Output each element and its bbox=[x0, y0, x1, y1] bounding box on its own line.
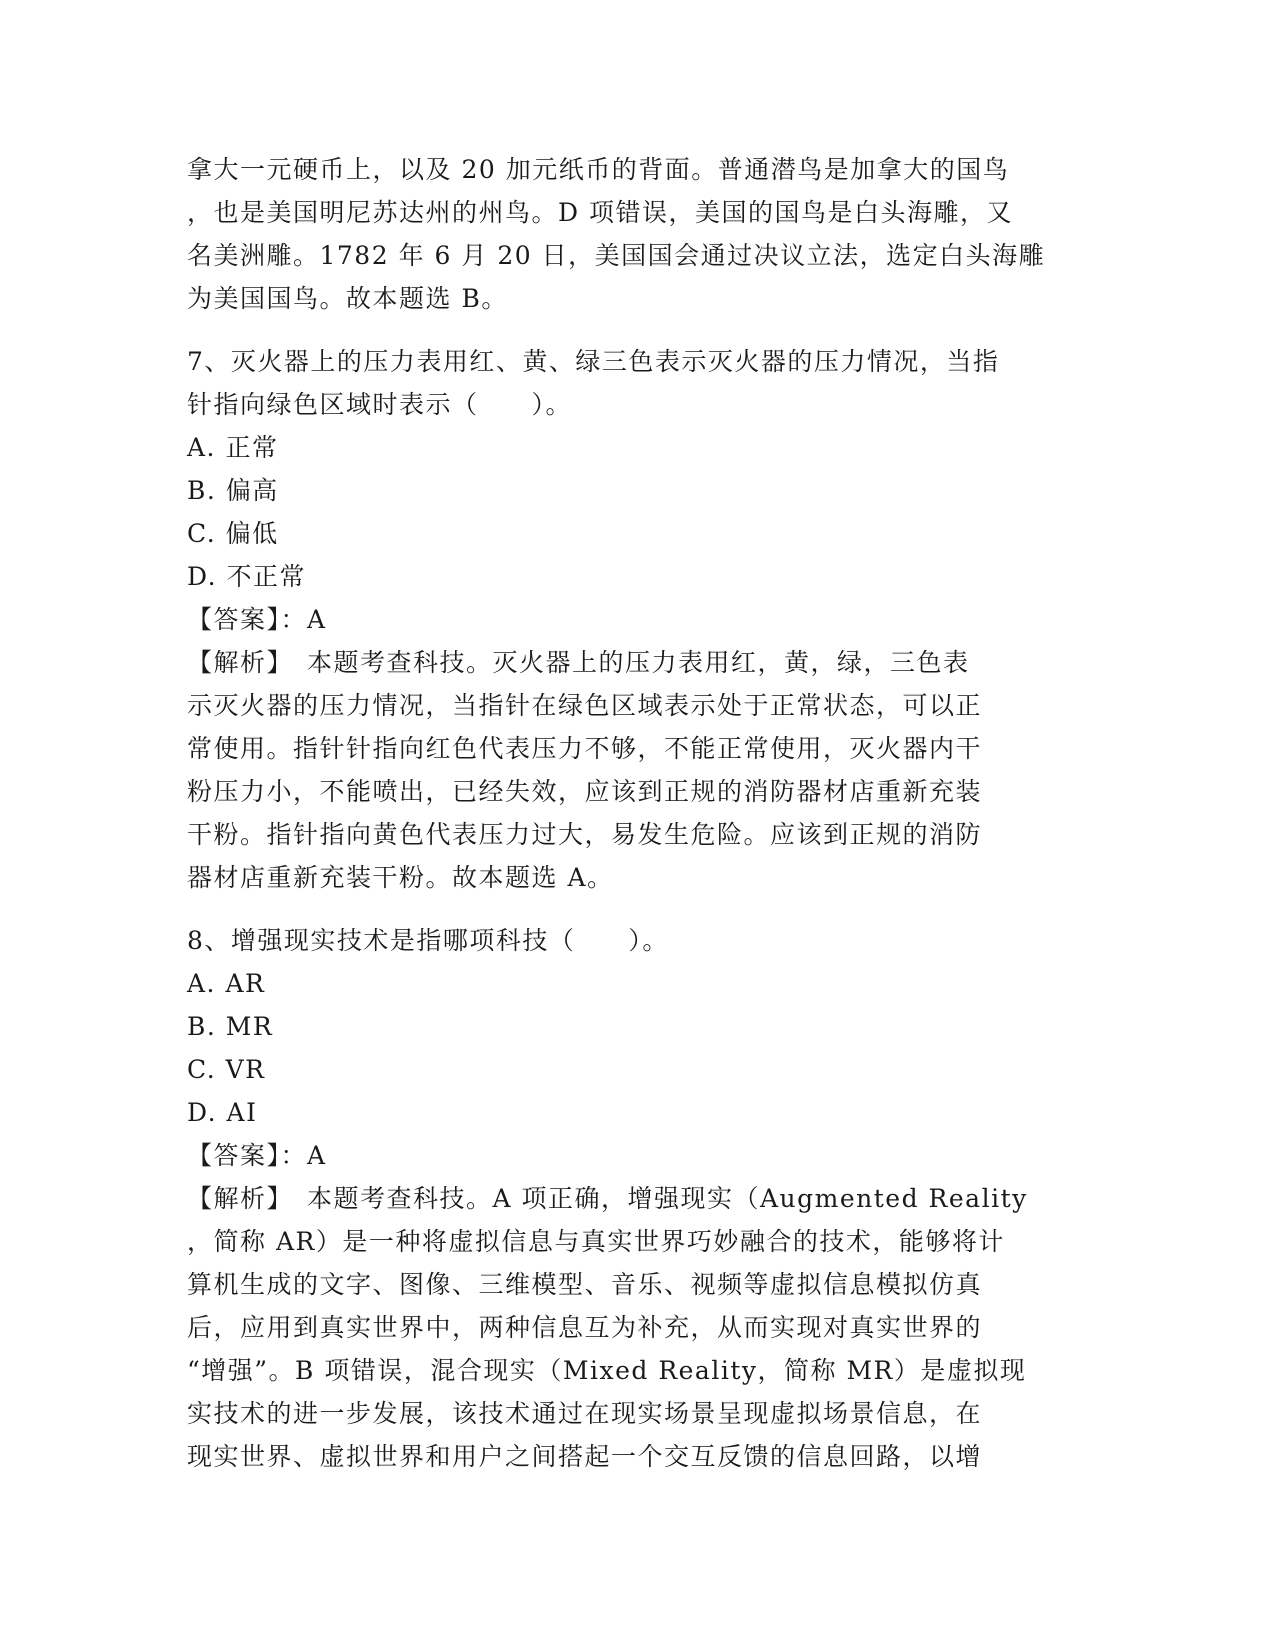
question-8 bbox=[187, 919, 1077, 1478]
option-c: C. VR bbox=[187, 1055, 266, 1084]
option-c: C. 偏低 bbox=[187, 519, 279, 548]
explanation-line: “增强”。B 项错误，混合现实（Mixed Reality，简称 MR）是虚拟现 bbox=[187, 1356, 1027, 1385]
explanation-line: 算机生成的文字、图像、三维模型、音乐、视频等虚拟信息模拟仿真 bbox=[187, 1270, 983, 1299]
question-7 bbox=[187, 340, 1077, 899]
answer: 【答案】：A bbox=[187, 605, 327, 634]
explanation-line: 后，应用到真实世界中，两种信息互为补充，从而实现对真实世界的 bbox=[187, 1313, 983, 1342]
explanation-line: ，简称 AR）是一种将虚拟信息与真实世界巧妙融合的技术，能够将计 bbox=[187, 1227, 1005, 1256]
explanation-line: 示灭火器的压力情况，当指针在绿色区域表示处于正常状态，可以正 bbox=[187, 691, 983, 720]
question-text: 7、灭火器上的压力表用红、黄、绿三色表示灭火器的压力情况，当指 bbox=[187, 347, 1000, 376]
explanation-line: 粉压力小，不能喷出，已经失效，应该到正规的消防器材店重新充装 bbox=[187, 777, 983, 806]
explanation-line: 【解析】 本题考查科技。灭火器上的压力表用红，黄，绿，三色表 bbox=[187, 648, 970, 677]
option-a: A. AR bbox=[187, 969, 266, 998]
option-a: A. 正常 bbox=[187, 433, 279, 462]
explanation-line: 现实世界、虚拟世界和用户之间搭起一个交互反馈的信息回路，以增 bbox=[187, 1442, 983, 1471]
text-line: 拿大一元硬币上，以及 20 加元纸币的背面。普通潜鸟是加拿大的国鸟 bbox=[187, 155, 1010, 184]
explanation-line: 实技术的进一步发展，该技术通过在现实场景呈现虚拟场景信息，在 bbox=[187, 1399, 983, 1428]
answer: 【答案】：A bbox=[187, 1141, 327, 1170]
explanation-line: 器材店重新充装干粉。故本题选 A。 bbox=[187, 863, 614, 892]
document-body bbox=[187, 148, 1077, 1478]
text-line: 名美洲雕。1782 年 6 月 20 日，美国国会通过决议立法，选定白头海雕 bbox=[187, 241, 1046, 270]
option-b: B. 偏高 bbox=[187, 476, 279, 505]
explanation-line: 常使用。指针针指向红色代表压力不够，不能正常使用，灭火器内干 bbox=[187, 734, 983, 763]
text-line: 为美国国鸟。故本题选 B。 bbox=[187, 284, 508, 313]
question-text: 针指向绿色区域时表示（ ）。 bbox=[187, 390, 573, 419]
option-d: D. 不正常 bbox=[187, 562, 307, 591]
option-b: B. MR bbox=[187, 1012, 274, 1041]
explanation-line: 干粉。指针指向黄色代表压力过大，易发生危险。应该到正规的消防 bbox=[187, 820, 983, 849]
option-d: D. AI bbox=[187, 1098, 258, 1127]
question-text: 8、增强现实技术是指哪项科技（ ）。 bbox=[187, 926, 669, 955]
text-line: ，也是美国明尼苏达州的州鸟。D 项错误，美国的国鸟是白头海雕，又 bbox=[187, 198, 1013, 227]
explanation-line: 【解析】 本题考查科技。A 项正确，增强现实（Augmented Reality bbox=[187, 1184, 1028, 1213]
previous-explanation-tail bbox=[187, 148, 1077, 320]
